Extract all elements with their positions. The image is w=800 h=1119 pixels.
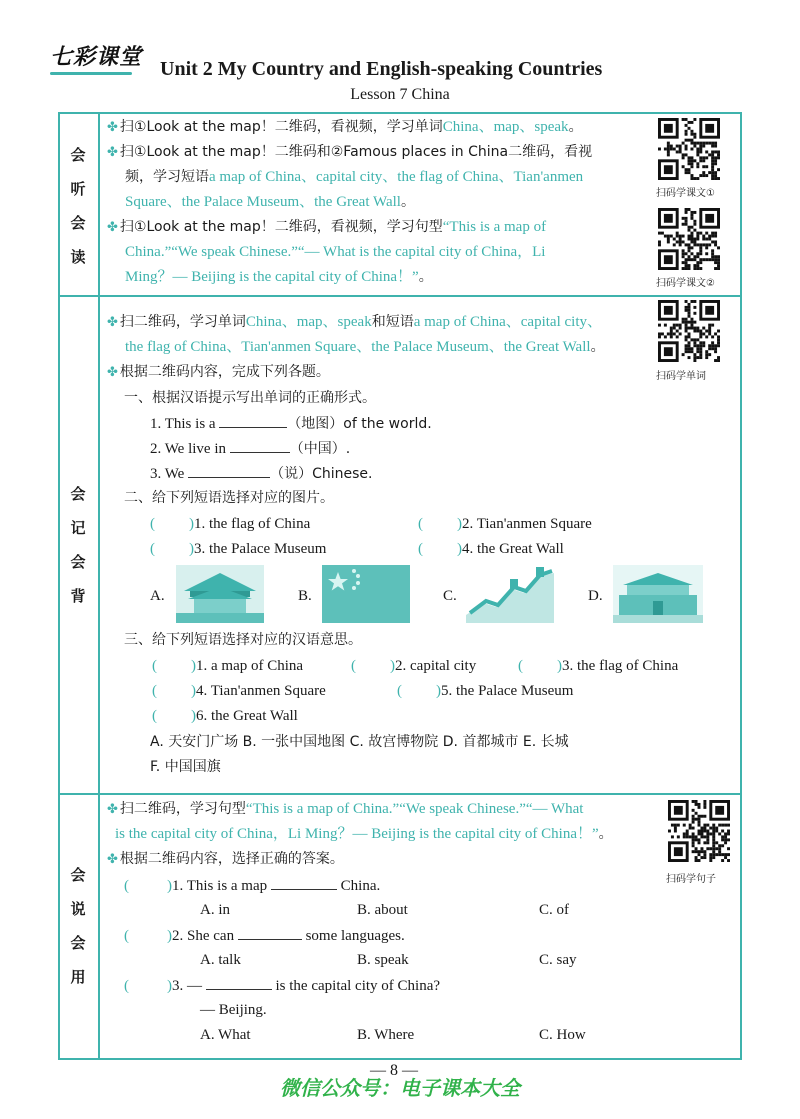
qr-code-icon[interactable]: [658, 208, 720, 270]
match-item: ( )4. the Great Wall: [418, 541, 564, 557]
watermark: 微信公众号：电子课本大全: [280, 1076, 520, 1100]
star-bullet-icon: ✤: [107, 802, 118, 817]
option-letter: D.: [588, 588, 603, 604]
option-text: C. How: [539, 1027, 586, 1043]
instruction-line: ✤ 扫二维码，学习单词China、map、speak和短语a map of China、capital city、: [107, 314, 602, 330]
star-bullet-icon: ✤: [107, 145, 118, 160]
instruction-line: 频，学习短语a map of China、capital city、the flag of China、Tian'anmen: [125, 169, 584, 185]
qr-code-icon[interactable]: [668, 800, 730, 862]
part-title: 二、给下列短语选择对应的图片。: [124, 490, 334, 506]
option-letter: B.: [298, 588, 312, 604]
great-wall-picture: [466, 565, 554, 623]
qr-code-icon[interactable]: [658, 118, 720, 180]
section-divider: [58, 295, 742, 297]
qr-caption: 扫码学课文②: [656, 278, 715, 289]
section-label-listen-read: 会 听 会 读: [70, 146, 86, 266]
option-text: B. Where: [357, 1027, 415, 1043]
choice-question: ( )2. She can some languages.: [124, 923, 405, 948]
answer-blank[interactable]: [238, 923, 302, 940]
publisher-logo: 七彩课堂: [50, 40, 142, 71]
instruction-line: ✤ 扫二维码，学习句型“This is a map of China.”“We speak Chinese.”“— What: [107, 801, 584, 817]
instruction-line: Square、the Palace Museum、the Great Wall。: [125, 194, 415, 210]
instruction-line: the flag of China、Tian'anmen Square、the Palace Museum、the Great Wall。: [125, 339, 605, 355]
part-title: 三、给下列短语选择对应的汉语意思。: [124, 632, 362, 648]
fill-question: 2. We live in （中国）.: [150, 436, 350, 461]
answer-blank[interactable]: [230, 436, 290, 453]
instruction-line: ✤ 扫①Look at the map！二维码，看视频，学习句型“This is a map of: [107, 219, 547, 235]
option-text: C. say: [539, 952, 577, 968]
question-response: — Beijing.: [200, 1002, 267, 1018]
option-letter: C.: [443, 588, 457, 604]
star-bullet-icon: ✤: [107, 220, 118, 235]
star-bullet-icon: ✤: [107, 120, 118, 135]
match-item: ( )3. the flag of China: [518, 658, 679, 674]
answer-blank[interactable]: [206, 973, 272, 990]
choice-list: A. 天安门广场 B. 一张中国地图 C. 故宫博物院 D. 首都城市 E. 长城: [150, 734, 569, 750]
tiananmen-picture: [613, 565, 703, 623]
match-item: ( )3. the Palace Museum: [150, 541, 327, 557]
match-item: ( )1. the flag of China: [150, 516, 311, 532]
choice-list: F. 中国国旗: [150, 759, 221, 775]
instruction-line: ✤ 扫①Look at the map！二维码和②Famous places in China二维码，看视: [107, 144, 593, 160]
qr-code-icon[interactable]: [658, 300, 720, 362]
match-item: ( )2. Tian'anmen Square: [418, 516, 592, 532]
option-text: B. about: [357, 902, 408, 918]
section-label-speak: 会 说 会 用: [70, 866, 86, 986]
option-text: A. talk: [200, 952, 241, 968]
option-text: B. speak: [357, 952, 409, 968]
match-item: ( )5. the Palace Museum: [397, 683, 574, 699]
option-text: C. of: [539, 902, 569, 918]
qr-caption: 扫码学课文①: [656, 188, 715, 199]
choice-question: ( )3. — is the capital city of China?: [124, 973, 440, 998]
label-column-divider: [98, 112, 100, 1060]
answer-blank[interactable]: [271, 873, 337, 890]
star-bullet-icon: ✤: [107, 365, 118, 380]
answer-blank[interactable]: [219, 411, 287, 428]
palace-museum-picture: [176, 565, 264, 623]
option-text: A. What: [200, 1027, 251, 1043]
match-item: ( )2. capital city: [351, 658, 477, 674]
section-divider: [58, 793, 742, 795]
choice-question: ( )1. This is a map China.: [124, 873, 380, 898]
instruction-line: Ming？— Beijing is the capital city of China！”。: [125, 269, 433, 285]
lesson-title: Lesson 7 China: [350, 86, 450, 103]
qr-caption: 扫码学句子: [666, 874, 716, 885]
match-item: ( )1. a map of China: [152, 658, 304, 674]
instruction-line: China.”“We speak Chinese.”“— What is the capital city of China，Li: [125, 244, 546, 260]
qr-caption: 扫码学单词: [656, 371, 706, 382]
star-bullet-icon: ✤: [107, 315, 118, 330]
unit-title: Unit 2 My Country and English-speaking Countries: [160, 58, 603, 80]
page-number: — 8 —: [370, 1062, 418, 1079]
china-flag-picture: [322, 565, 410, 623]
section-label-remember: 会 记 会 背: [70, 485, 86, 605]
instruction-line: is the capital city of China，Li Ming？— Beijing is the capital city of China！”。: [115, 826, 613, 842]
answer-blank[interactable]: [188, 461, 270, 478]
option-text: A. in: [200, 902, 230, 918]
instruction-line: ✤ 根据二维码内容，完成下列各题。: [107, 364, 330, 380]
fill-question: 3. We （说）Chinese.: [150, 461, 372, 486]
match-item: ( )4. Tian'anmen Square: [152, 683, 326, 699]
part-title: 一、根据汉语提示写出单词的正确形式。: [124, 390, 376, 406]
option-letter: A.: [150, 588, 165, 604]
star-bullet-icon: ✤: [107, 852, 118, 867]
instruction-line: ✤ 扫①Look at the map！二维码，看视频，学习单词China、map、speak。: [107, 119, 583, 135]
match-item: ( )6. the Great Wall: [152, 708, 298, 724]
fill-question: 1. This is a （地图）of the world.: [150, 411, 432, 436]
instruction-line: ✤ 根据二维码内容，选择正确的答案。: [107, 851, 344, 867]
